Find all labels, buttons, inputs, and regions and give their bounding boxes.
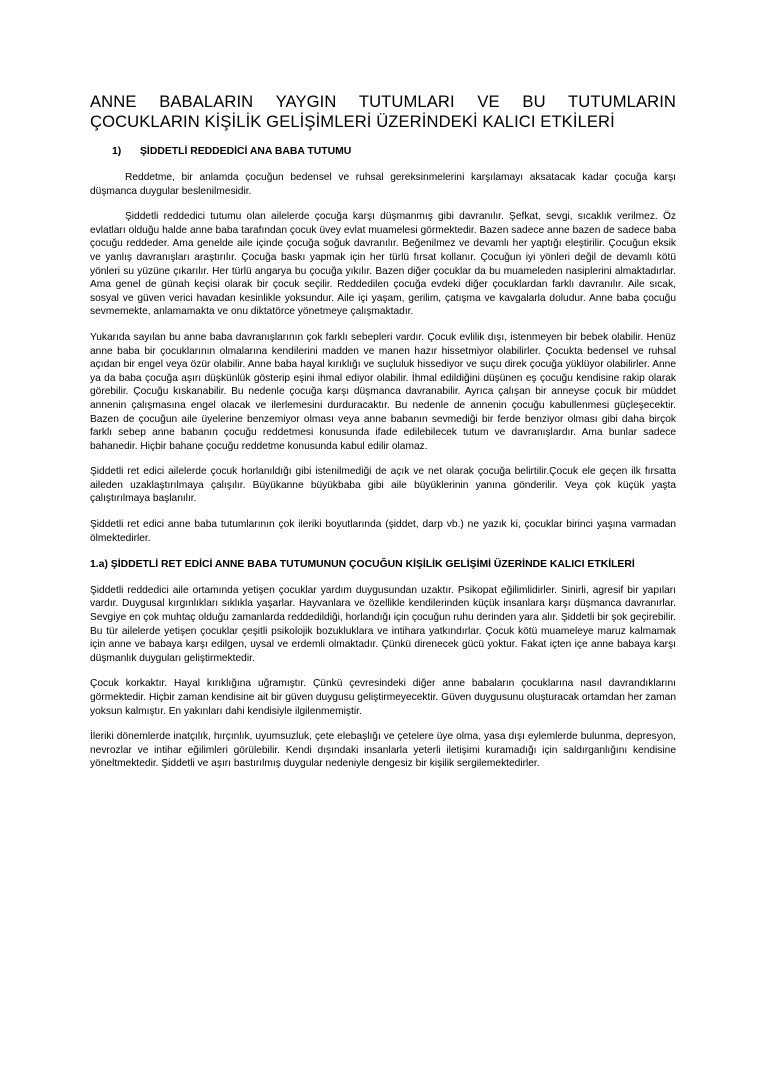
document-title <box>90 92 676 132</box>
paragraph-rejection: Şiddetli ret edici ailelerde çocuk horlanıldığı gibi istenilmediği de açık ve net olarak çocuğa belirtilir.Çocuk ele geçen ilk fırsatta aileden uzaklaştırılmaya çalışılır. Büyükanne büyükbaba gibi aile büyüklerinin yanına gönderilir. Veya çok küçük yaşta çalıştırılmaya başlanılır. <box>90 466 676 505</box>
paragraph-definition: Reddetme, bir anlamda çocuğun bedensel ve ruhsal gereksinmelerini karşılamayı aksatacak kadar çocuğa karşı düşmanca duygular beslenilmesidir. <box>90 172 676 197</box>
paragraph-fear: Çocuk korkaktır. Hayal kırıklığına uğramıştır. Çünkü çevresindeki diğer anne babaların çocuklarına nasıl davrandıklarını görmektedir. Hiçbir zaman kendisine ait bir güven duygusu geliştirmeyecektir. Güven duygusunu oluşturacak ortamdan her zaman yoksun kalmıştır. En yakınları dahi kendisiyle ilgilenmemiştir. <box>90 678 676 717</box>
section-number: 1) <box>112 146 122 157</box>
paragraph-extreme: Şiddetli ret edici anne baba tutumlarının çok ileriki boyutlarında (şiddet, darp vb.) ne yazık ki, çocuklar birinci yaşına varmadan ölmektedirler. <box>90 519 676 544</box>
paragraph-effects: Şiddetli reddedici aile ortamında yetişen çocuklar yardım duygusundan uzaktır. Psikopat eğilimlidirler. Sinirli, agresif bir yapıları vardır. Duygusal kırgınlıkları sıklıkla yaşarlar. Hayvanlara ve özellikle kendilerinden küçük insanlara karşı düşmanca davranırlar. Sevgiye en çok muhtaç olduğu zamanlarda reddedildiği, horlandığı için çocuğun ruhu derinden yara alır. Şiddetli bir şok geçirebilir. Bu tür ailelerde yetişen çocuklar çeşitli psikolojik bozukluklara ve intihara yatkındırlar. Çocuk kötü muameleye maruz kalmamak için anne ve babaya karşı edilgen, uysal ve erdemli olmaktadır. Çünkü direnecek gücü yoktur. Fakat içten içe anne babaya karşı düşmanlık duyguları geliştirmektedir. <box>90 584 676 664</box>
paragraph-causes: Yukarıda sayılan bu anne baba davranışlarının çok farklı sebepleri vardır. Çocuk evlilik dışı, istenmeyen bir bebek olabilir. Henüz anne baba bir çocuklarının olmalarına kendilerini madden ve manen hazır hissetmiyor olabilirler. Çocukta bedensel ve ruhsal açıdan bir engel veya özür olabilir. Anne baba hayal kırıklığı ve suçluluk hissediyor ve suçu direk çocuğa yüklüyor olabilirler. Anne ya da baba çocuğa aşırı düşkünlük gösterip eşini ihmal ediyor olabilir. İhmal edildiğini düşünen eş çocuğu kendisine rakip olarak görebilir. Çocuğu kıskanabilir. Bu nedenle çocuğa karşı düşmanca davranabilir. Ayrıca çalışan bir anneyse çocuk bir müddet annenin çalışmasına engel olacak ve ilerlemesini durduracaktır. Bu nedenle de annenin çocuğu kabullenmesi güçleşecektir. Bazen de çocuğun aile üyelerine benzemiyor olması veya anne babanın sevmediği bir ferde benziyor olması gibi daha birçok farklı sebep anne babanın çocuğu reddetmesi konusunda ifade edilebilecek tutum ve davranışlardır. Ama bunlar sadece bahanedir. Hiçbir bahane çocuğu reddetme konusunda kabul edilir olamaz. <box>90 331 676 452</box>
title-line-1: ANNE BABALARIN YAYGIN TUTUMLARI VE BU TUTUMLARIN <box>90 92 676 111</box>
section-title: ŞİDDETLİ REDDEDİCİ ANA BABA TUTUMU <box>140 146 352 157</box>
document-page <box>90 92 676 771</box>
paragraph-later: İleriki dönemlerde inatçılık, hırçınlık, uyumsuzluk, çete elebaşlığı ve çetelere üye olma, yasa dışı eylemlerde bulunma, depresyon, nevrozlar ve intihar eğilimleri görülebilir. Kendi dışındaki insanlarla yeterli iletişimi kuramadığı için saldırganlığını kendisine yöneltmektedir. Şiddetli ve aşırı bastırılmış duygular nedeniyle dengesiz bir kişilik sergilemektedirler. <box>90 731 676 770</box>
paragraph-description: Şiddetli reddedici tutumu olan ailelerde çocuğa karşı düşmanmış gibi davranılır. Şefkat, sevgi, sıcaklık verilmez. Öz evlatları olduğu halde anne baba tarafından çocuk üvey evlat muamelesi görmektedir. Bazen sadece anne bazen de sadece baba çocuğu reddeder. Ama genelde aile içinde çocuğa soğuk davranılır. Beğenilmez ve devamlı her yaptığı eleştirilir. Çocuğun eksik ve yanlış davranışları araştırılır. Çocuğa baskı yapmak için her türlü fırsat kollanır. Çocuğun iyi yönleri değil de devamlı kötü yönleri su yüzüne çıkarılır. Her türlü angarya bu çocuğa yıkılır. Bazen diğer çocuklar da bu muameleden nasiplerini almaktadırlar. Ama genel de günah keçisi olarak bir çocuk seçilir. Reddedilen çocuğa evdeki diğer çocuklardan farklı davranılır. Aile sıcak, sosyal ve güven verici havadan kesinlikle yoksundur. Aile içi yaşam, gerilim, çatışma ve kavgalarla doludur. Anne baba çocuğu sevmemekte, anlamamakta ve onu diktatörce yönetmeye çalışmaktadır. <box>90 211 676 318</box>
subsection-heading: 1.a) ŞİDDETLİ RET EDİCİ ANNE BABA TUTUMUNUN ÇOCUĞUN KİŞİLİK GELİŞİMİ ÜZERİNDE KALICI ETKİLERİ <box>90 559 635 571</box>
section-heading <box>112 145 676 159</box>
title-line-2: ÇOCUKLARIN KİŞİLİK GELİŞİMLERİ ÜZERİNDEKİ KALICI ETKİLERİ <box>90 112 615 131</box>
